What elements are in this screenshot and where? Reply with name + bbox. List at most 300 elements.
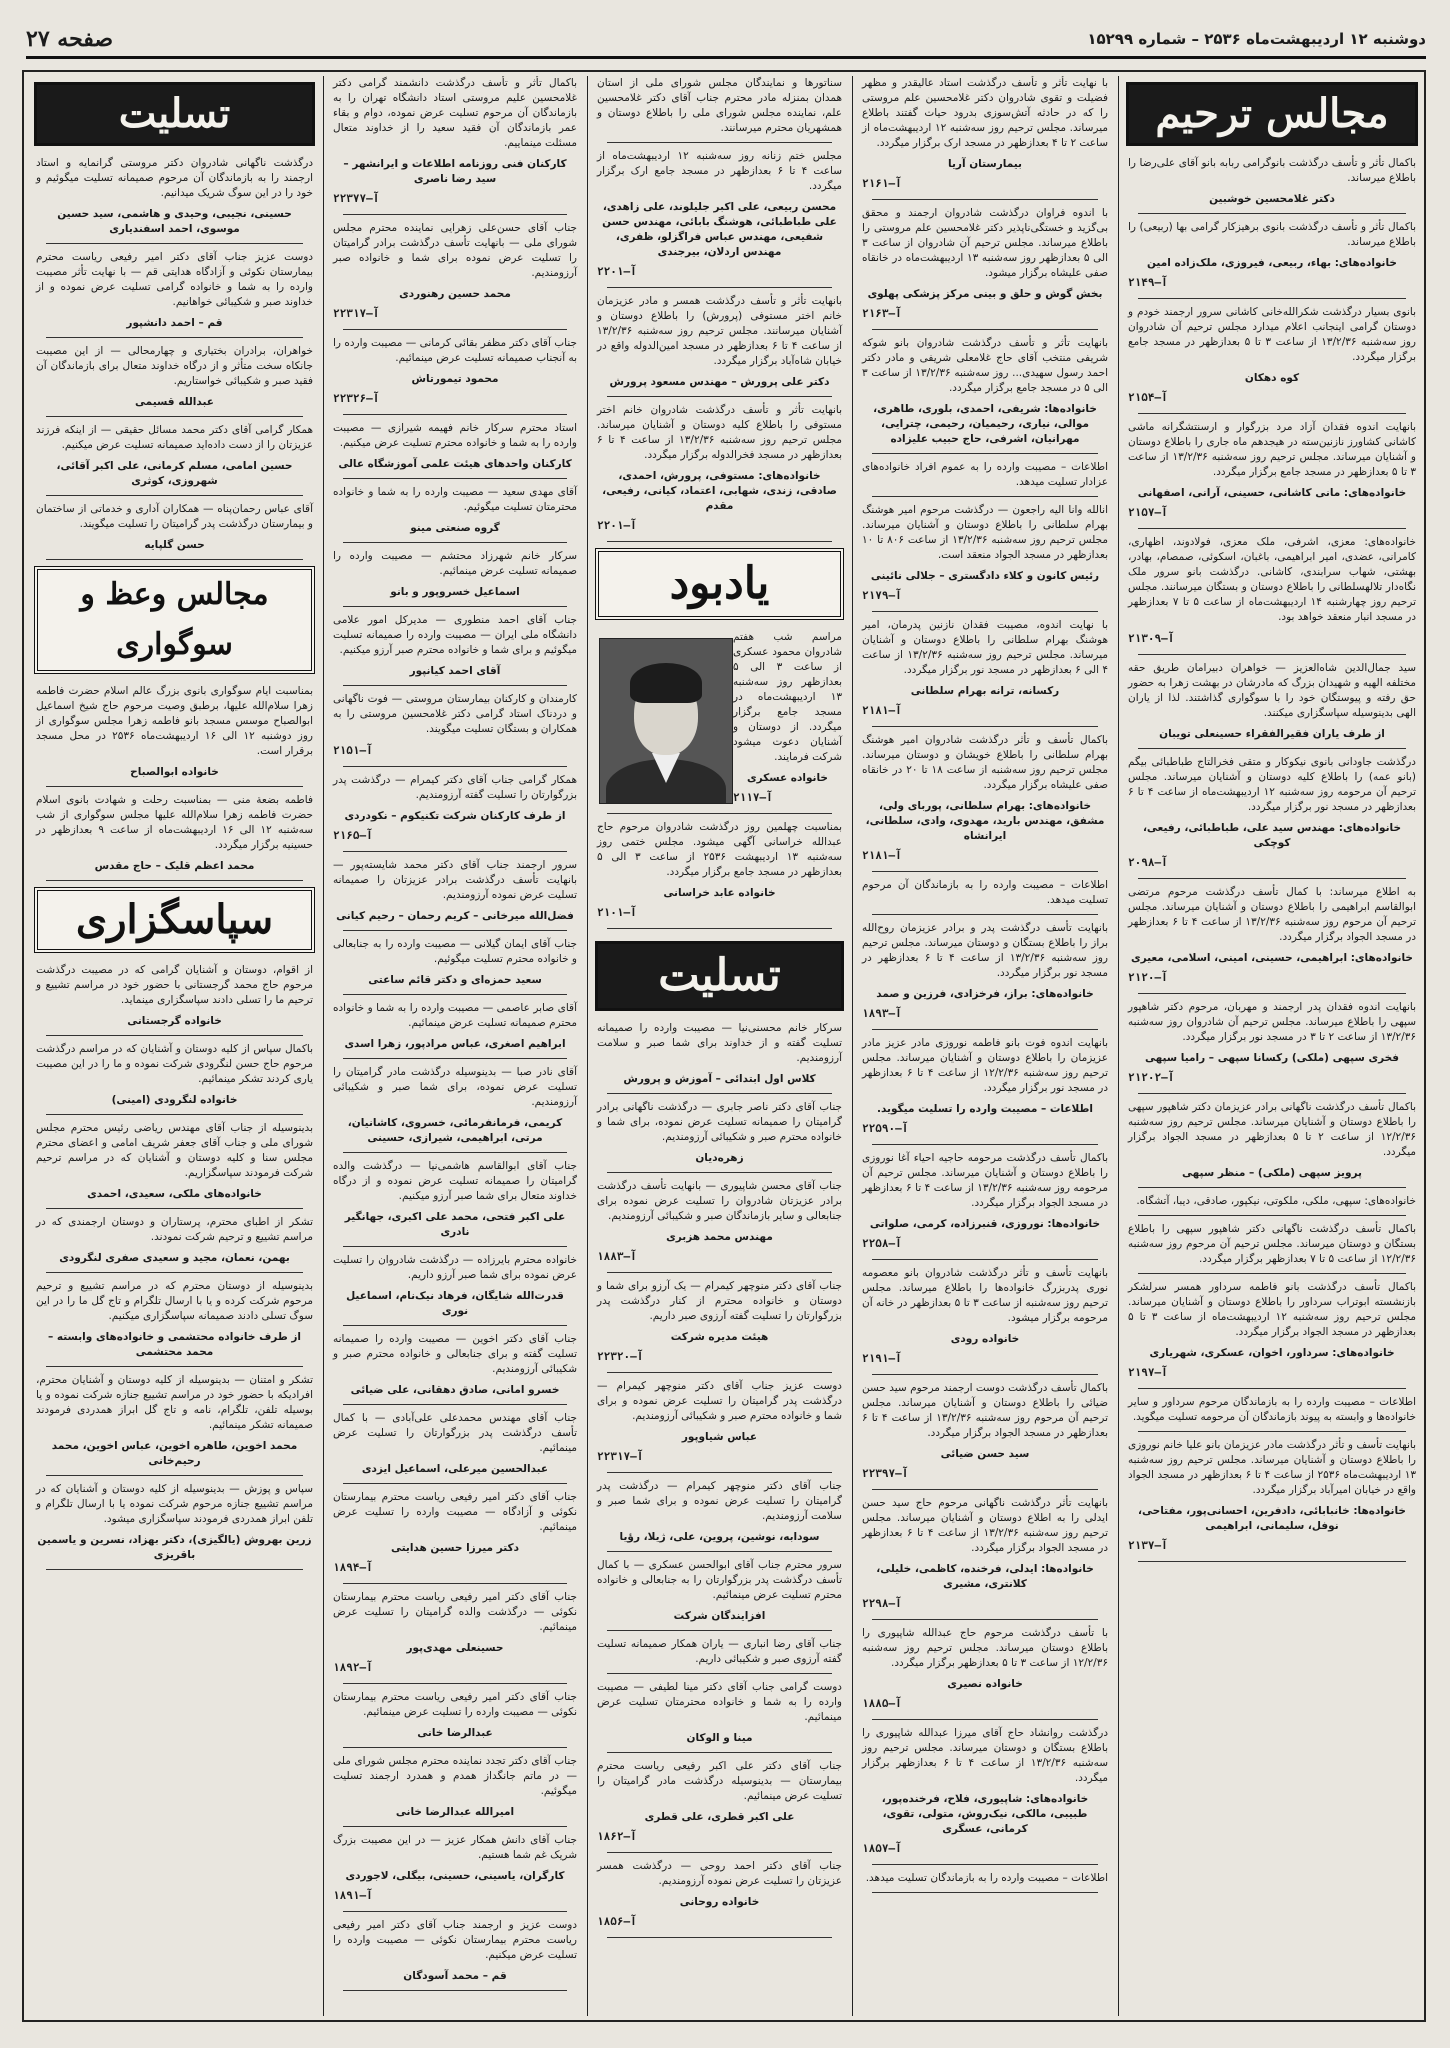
notice-signer: کارکنان فنی روزنامه اطلاعات و ایرانشهر – سید رضا ناصری (343, 158, 567, 185)
notice-divider (46, 1366, 303, 1367)
notice-code: آ–۲۲۳۱۷ (597, 1450, 644, 1463)
notice-text: جناب آقای احمد منطوری — مدیرکل امور علامی دانشگاه ملی ایران — مصیبت وارده را صمیمانه تسلیت میگوئیم و برای شما و خانواده محترم صبر آرزو میکنیم. (333, 614, 577, 656)
notice-code: آ–۲۱۲۰۲ (1128, 1071, 1175, 1084)
notice-text: اطلاعات – مصیبت وارده را به بازماندگان تسلیت میدهد. (865, 1872, 1108, 1884)
notice-signer: خانواده‌های: مهندس سید علی، طباطبائی، رفیعی، کوچکی (1142, 822, 1402, 849)
notice-text: جناب آقای دکتر مظفر بقائی کرمانی — مصیبت وارده را به آنجناب صمیمانه تسلیت عرض مینمائیم. (333, 337, 577, 364)
notice-text: دوست عزیز جناب آقای دکتر امیر رفیعی ریاست محترم بیمارستان نکوئی و آزادگاه هدایتی قم — با نهایت تأثر مصیبت وارده را به شما و خانواده گرامی تسلیت عرض نموده و از خداوند صبر و شکیبائی خواهانیم. (36, 251, 313, 308)
notice-code: آ–۲۱۳۰۹ (1128, 632, 1175, 645)
notice-signer: کارگران، یاسینی، حسینی، بیگلی، لاجوردی (345, 1870, 565, 1882)
notice-text: باکمال تأثر و تأسف درگذشت بانوگرامی ربابه بانو آقای علی‌رضا را باطلاع میرساند. (1128, 157, 1416, 184)
notice-text: جناب آقای دکتر احمد روحی — درگذشت همسر عزیزتان را تسلیت عرض نموده آرزومندیم. (597, 1860, 842, 1887)
notice-code: آ–۲۲۳۲۰ (597, 1350, 644, 1363)
notice-code: آ–۱۸۹۴ (333, 1561, 373, 1574)
notice-signer: خانواده‌های: شاپیوری، فلاح، فرخنده‌پور، طبیبی، مالکی، نیک‌روش، متولی، تقوی، کرمانی، عسگری (881, 1793, 1089, 1835)
notice-code: آ–۲۱۶۳ (862, 307, 902, 320)
notice-divider (1138, 1273, 1406, 1274)
notice-divider (872, 453, 1098, 454)
notice-text: بانهایت تأثر و تأسف درگذشت همسر و مادر عزیزمان خانم اختر مستوفی (پرورش) را باطلاع دوستان و آشنایان میرسانند. مجلس ترحیم روز سه‌شنبه ۱۳/۲/۳۶ از ساعت ۴ تا ۶ بعدازظهر در مسجد امین‌الدوله واقع در خیابان شاه‌آباد برگزار میگردد. (597, 295, 842, 367)
notice-text: باکمال تأسف درگذشت دوست ارجمند مرحوم سید حسن ضیائی را باطلاع دوستان و آشنایان میرساند. مجلس ترحیم آن مرحوم روز سه‌شنبه ۱۳/۲/۳۶ از ساعت ۴ تا ۶ بعدازظهر در مسجد الجواد برگزار میگردد. (862, 1382, 1109, 1439)
notice-divider (343, 1058, 567, 1059)
notice-code: آ–۲۱۵۷ (1128, 506, 1168, 519)
notice-signer: زهره‌دیان (695, 1152, 744, 1164)
notice-divider (343, 1404, 567, 1405)
notice-text: جناب آقای دکتر ناصر جابری — درگذشت ناگهانی برادر گرامیتان را صمیمانه تسلیت عرض نموده، برای شما و خانواده محترم صبر و شکیبائی آرزومندیم. (597, 1101, 842, 1143)
notice-divider (1138, 298, 1406, 299)
notice-text: باکمال تأثر و تأسف درگذشت بانوی برهیزکار گرامی بها (ربیعی) را باطلاع میرساند. (1128, 221, 1416, 248)
notice-code: آ–۲۱۶۵ (333, 829, 373, 842)
notice-text: اطلاعات – مصیبت وارده را به عموم افراد خانواده‌های عزادار تسلیت میدهد. (862, 461, 1108, 488)
notice-signer: خانواده‌ها: خانبابائی، دادفرین، احسانی‌پور، مفتاحی، نوفل، سلیمانی، ابراهیمی (1138, 1505, 1406, 1532)
notice-divider (607, 541, 832, 542)
notice-text: سناتورها و نمایندگان مجلس شورای ملی از استان همدان بمنزله مادر محترم جناب آقای دکتر غلامحسین علم، نماینده مجلس شورای ملی را باطلاع دوستان و همشهریان محترم میرسانند. (597, 77, 842, 134)
notice-signer: محسن ربیعی، علی اکبر جلیلوند، علی زاهدی، علی طباطبائی، هوشنگ بابائی، مهندس حسن شفیعی، مهندس عباس فراگزلو، ظفری، مهندس اردلان، بیرجندی (602, 201, 837, 258)
notice-text: با تأسف درگذشت مرحوم حاج عبدالله شاپیوری را باطلاع دوستان میرساند. مجلس ترحیم روز سه‌شنبه ۱۲/۲/۳۶ از ساعت ۳ تا ۵ بعدازظهر برگزار میگردد. (862, 1627, 1108, 1669)
notice-signer: هیئت مدیره شرکت (670, 1331, 769, 1343)
notice-text: باکمال تأسف درگذشت مرحومه حاجیه احیاء آغا نوروزی را باطلاع دوستان و آشنایان میرساند. مجلس ترحیم آن مرحومه روز سه‌شنبه ۱۳/۲/۳۶ از ساعت ۴ تا ۶ بعدازظهر در مسجد الجواد برگزار میگردد. (862, 1152, 1108, 1209)
memorial-portrait (599, 638, 733, 804)
notice-signer: خانواده گرجستانی (127, 1015, 222, 1027)
notice-text: باکمال تأسف درگذشت بانو فاطمه سرداور همسر سرلشکر بازنشسته ابوتراب سرداور را باطلاع دوستان و آشنایان میرساند. مجلس ترحیم روز سه‌شنبه ۱۲ اردیبهشت‌ماه از ساعت ۳ تا ۵ بعدازظهر در مسجد الجواد برگزار میگردد. (1128, 1281, 1416, 1338)
notice-divider (607, 1551, 832, 1552)
notice-code: آ–۲۲۳۱۷ (333, 307, 380, 320)
notice-signer: دکتر علی پرورش – مهندس مسعود پرورش (609, 376, 830, 388)
notice-signer: سید حسن ضیائی (940, 1448, 1030, 1460)
notice-code: آ–۲۲۳۲۶ (333, 392, 380, 405)
page-number: صفحه ۲۷ (26, 26, 114, 52)
notice-text: خواهران، برادران بختیاری و چهارمحالی — از این مصیبت جانکاه سخت متأثر و از درگاه خداوند متعال برای بازماندگان آن فقید صبر و شکیبائی خواستاریم. (36, 345, 313, 387)
notice-signer: خانواده‌های: براز، فرخزادی، فرزین و صمد (876, 988, 1094, 1000)
notice-divider (872, 1259, 1098, 1260)
notice-divider (343, 930, 567, 931)
notice-divider (343, 606, 567, 607)
notice-signer: سعید حمزه‌ای و دکتر قائم ساعتی (368, 974, 542, 986)
notice-signer: زرین بهروش (یالگیزی)، دکتر بهزاد، نسرین و یاسمین باقریزی (37, 1534, 312, 1561)
notice-text: مجلس ختم زنانه روز سه‌شنبه ۱۲ اردیبهشت‌ماه از ساعت ۴ تا ۶ بعدازظهر در مسجد جامع ارک برگزار میگردد. (597, 150, 842, 192)
notice-signer: حسین امامی، مسلم کرمانی، علی اکبر آقائی، شهروزی، کوثری (56, 460, 293, 487)
notice-text: جناب آقای دکتر امیر رفیعی ریاست محترم بیمارستان نکوئی — درگذشت والده گرامیتان را تسلیت عرض مینمائیم. (333, 1591, 577, 1633)
notice-divider (1138, 1561, 1406, 1562)
notice-signer: اطلاعات – مصیبت وارده را تسلیت میگوید. (876, 1103, 1094, 1115)
notice-text: جناب آقای ایمان گیلانی — مصیبت وارده را به جنابعالی و خانواده محترم تسلیت میگوئیم. (333, 938, 577, 965)
notice-divider (343, 542, 567, 543)
notice-code: آ–۲۱۶۱ (862, 177, 902, 190)
notice-text: تشکر از اطبای محترم، پرستاران و دوستان ارجمندی که در مراسم تشییع و ترحیم شرکت نمودند. (36, 1216, 313, 1243)
notice-list (854, 76, 1116, 1893)
notice-text: آقای نادر صبا — بدینوسیله درگذشت مادر گرامیتان را تسلیت عرض نموده، برای شما صبر و شکیبائی آرزومندیم. (333, 1066, 577, 1108)
column-5 (28, 76, 321, 2016)
notice-signer: حسن گلپایه (144, 539, 205, 551)
notice-text: خانواده محترم بایرزاده — درگذشت شادروان را تسلیت عرض نموده برای شما صبر آرزو داریم. (333, 1254, 577, 1281)
notice-signer: خانواده رودی (950, 1333, 1020, 1345)
notice-signer: خانواده روحانی (679, 1896, 760, 1908)
notice-signer: قم – احمد دانشپور (126, 317, 223, 329)
notice-divider (46, 416, 303, 417)
notice-divider (343, 1246, 567, 1247)
notice-divider (1138, 413, 1406, 414)
notice-code: آ–۲۱۰۱ (597, 906, 637, 919)
notice-text: جناب آقای مهندس محمدعلی علی‌آبادی — با کمال تأسف درگذشت پدر بزرگوارتان را تسلیت عرض مینمائیم. (333, 1412, 577, 1454)
section-heading-tasliyat: تسلیت (34, 82, 315, 146)
notice-signer: از طرف خانواده محتشمی و خانواده‌های وابسته – محمد محتشمی (47, 1331, 302, 1358)
notice-divider (343, 329, 567, 330)
notice-signer: عبدالحسین میرعلی، اسماعیل ایزدی (361, 1463, 549, 1475)
column-rule (587, 76, 588, 2016)
notice-divider (872, 1619, 1098, 1620)
notice-divider (343, 1990, 567, 1991)
notice-code: آ–۲۱۵۱ (333, 744, 373, 757)
notice-code: آ–۱۸۹۲ (333, 1661, 373, 1674)
notice-text: جناب آقای محسن شاپیوری — بانهایت تأسف درگذشت برادر عزیزتان شادروان را تسلیت عرض نموده برای جنابعالی و سایر بازماندگان صبر و شکیبائی آرزومندیم. (597, 1180, 842, 1222)
notice-signer: محمد حسین رهنوردی (399, 288, 511, 300)
notice-divider (872, 871, 1098, 872)
notice-text: فاطمه بضعة منی — بمناسبت رحلت و شهادت بانوی اسلام حضرت فاطمه زهرا سلام‌الله علیها مجلس سوگواری از شب سه‌شنبه ۱۲ الی ۱۶ اردیبهشت‌ماه از ساعت ۹ بعدازظهر در حسینیه برگزار میگردد. (36, 794, 314, 851)
notice-signer: خانواده‌ها: نوروزی، قنبرزاده، کرمی، صلواتی (869, 1218, 1101, 1230)
notice-text: سرکار خانم شهرزاد محتشم — مصیبت وارده را صمیمانه تسلیت عرض مینمائیم. (333, 550, 577, 577)
notice-divider (872, 329, 1098, 330)
notice-text: همکار گرامی جناب آقای دکتر کیمرام — درگذشت پدر بزرگوارتان را تسلیت گفته آرزومندیم. (333, 774, 577, 801)
notice-divider (607, 1937, 832, 1938)
notice-signer: آقای احمد کیانپور (409, 665, 501, 677)
notice-text: اطلاعات – مصیبت وارده را به بازماندگان مرحوم سرداور و سایر خانواده‌ها و وابسته به پیوند بازماندگان آن مرحومه تسلیت میگوید. (1128, 1396, 1416, 1423)
notice-text: جناب آقای دانش همکار عزیز — در این مصیبت بزرگ شریک غم شما هستیم. (333, 1834, 577, 1861)
notice-divider (343, 1325, 567, 1326)
notice-divider (46, 1569, 303, 1570)
notice-text: بمناسبت ایام سوگواری بانوی بزرگ عالم اسلام حضرت فاطمه زهرا سلام‌الله علیها، برطبق وصیت مرحوم حاج شیخ اسماعیل ابوالصباح موسس مسجد بانو فاطمه زهرا مجلس سوگواری از روز دوشنبه ۱۲ الی ۱۶ اردیبهشت‌ماه ۲۵۳۶ در محل مسجد برقرار است. (36, 685, 313, 757)
notice-divider (607, 1752, 832, 1753)
notice-text: با اندوه فراوان درگذشت شادروان ارجمند و محقق بی‌گزید و خستگی‌ناپذیر دکتر غلامحسین علم مروستی را باطلاع میرساند. مجلس ترحیم آن شادروان از ساعت ۳ الی ۵ بعدازظهر روز سه‌شنبه ۱۳ اردیبهشت‌ماه در خانقاه صفی علیشاه برگزار میشود. (862, 207, 1109, 279)
notice-divider (872, 1374, 1098, 1375)
notice-text: بدینوسیله از دوستان محترم که در مراسم تشییع و ترحیم مرحوم شرکت کرده و یا با ارسال تلگرام و تاج گل ما را در این سوگ تسلی دادند صمیمانه سپاسگزاری میکنیم. (36, 1280, 313, 1322)
notice-divider (1138, 993, 1406, 994)
notice-code: آ–۱۸۹۱ (333, 1889, 373, 1902)
page-header (26, 22, 1426, 59)
notice-signer: سودابه، نوشین، پروین، علی، ژیلا، رؤیا (619, 1531, 820, 1543)
notice-text: سرکار خانم محسنی‌نیا — مصیبت وارده را صمیمانه تسلیت گفته و از خداوند برای شما صبر و سلامت آرزومندیم. (597, 1022, 842, 1064)
notice-divider (1138, 1431, 1406, 1432)
notice-divider (1138, 654, 1406, 655)
notice-signer: کوه دهکان (1244, 372, 1300, 384)
notice-divider (872, 914, 1098, 915)
section-heading-majales-vaz: مجالس وعظ و سوگواری (34, 566, 315, 674)
notice-text: بانهایت اندوه فقدان پدر ارجمند و مهربان، مرحوم دکتر شاهپور سپهی را باطلاع میرساند. مجلس ترحیم آن شادروان روز سه‌شنبه ۱۳/۲/۳۶ از ساعت ۲ تا ۳ در مسجد نور برگزار میگردد. (1128, 1001, 1416, 1043)
issue-line: دوشنبه ۱۲ اردیبهشت‌ماه ۲۵۳۶ – شماره ۱۵۲۹۹ (1087, 30, 1426, 48)
notice-signer: ابراهیم اصغری، عباس مرادپور، زهرا اسدی (344, 1038, 566, 1050)
notice-divider (46, 337, 303, 338)
notice-code: آ–۱۸۹۳ (862, 1007, 902, 1020)
notice-text: بانهایت تأثر و تأسف درگذشت شادروان خانم اختر مستوفی را باطلاع کلیه دوستان و آشنایان میرساند. مجلس ترحیم روز سه‌شنبه ۱۳/۲/۳۶ از ساعت ۴ تا ۶ بعدازظهر در مسجد فخرالدوله برگزار میگردد. (597, 404, 842, 461)
notice-text: بانوی بسیار درگذشت شکرالله‌خانی کاشانی سرور ارجمند خودم و دوستان گرامی اینجانب اعلام میدارد مجلس ترحیم آن شادروان روز سه‌شنبه ۱۳/۲/۳۶ از ساعت ۳ تا ۵ بعدازظهر در مسجد جامع برگزار میگردد. (1128, 306, 1416, 363)
notice-signer: بهمن، نعمان، مجید و سعیدی صفری لنگرودی (59, 1252, 290, 1264)
notice-text: همکار گرامی آقای دکتر محمد مسائل حقیقی — از اینکه فرزند عزیزتان را از دست داده‌اید صمیمانه تسلیت عرض میکنیم. (36, 424, 313, 451)
notice-signer: بیمارستان آریا (948, 158, 1022, 170)
notice-text: بدینوسیله از جناب آقای مهندس ریاضی رئیس محترم مجلس شورای ملی و جناب آقای جعفر شریف امامی و اعضای محترم مجلس سنا و کلیه دوستان و آشنایان که در مراسم ترحیم شرکت فرمودند سپاسگزاریم. (36, 1122, 313, 1179)
notice-divider (46, 559, 303, 560)
notice-code: آ–۲۲۰۱ (597, 265, 637, 278)
notice-divider (607, 1372, 832, 1373)
column-rule (852, 76, 853, 2016)
notice-signer: خسرو امانی، صادق دهقانی، علی ضیائی (350, 1384, 560, 1396)
notice-divider (46, 1272, 303, 1273)
notice-code: آ–۲۱۸۱ (862, 704, 902, 717)
notice-text: با نهایت تأثر و تأسف درگذشت استاد عالیقدر و مظهر فضیلت و تقوی شادروان دکتر غلامحسین علم مروستی را که در حادثه آتش‌سوزی بدرود حیات گفتند باطلاع میرساند. مجلس ترحیم روز سه‌شنبه ۱۲ اردیبهشت‌ماه از ساعت ۲ تا ۴ بعدازظهر در مسجد ارک برگزار میگردد. (862, 77, 1109, 149)
notice-signer: علی اکبر قطری، علی قطری (644, 1811, 795, 1823)
notice-signer: خانواده‌های: سرداور، اخوان، عسکری، شهریاری (1149, 1347, 1395, 1359)
notice-divider (46, 1114, 303, 1115)
notice-divider (343, 685, 567, 686)
notice-signer: اسماعیل خسروپور و بانو (390, 586, 520, 598)
notice-divider (1138, 1093, 1406, 1094)
notice-divider (46, 1208, 303, 1209)
notice-divider (46, 880, 303, 881)
notice-signer: محمود تیمورتاش (411, 373, 499, 385)
notice-text: سرور محترم جناب آقای ابوالحسن عسکری — با کمال تأسف درگذشت پدر بزرگوارتان را به جنابعالی و خانواده محترم تسلیت عرض مینمائیم. (597, 1559, 842, 1601)
notice-divider (343, 1826, 567, 1827)
notice-code: آ–۲۱۹۱ (862, 1352, 902, 1365)
notice-text: جناب آقای حسن‌علی زهرایی نماینده محترم مجلس شورای ملی — بانهایت تأسف درگذشت برادر گرامیتان را تسلیت عرض نموده برای شما و خانواده صبر آرزومندیم. (333, 222, 577, 279)
notice-divider (1138, 748, 1406, 749)
notice-text: باکمال سپاس از کلیه دوستان و آشنایان که در مراسم درگذشت مرحوم حاج حسن لنگرودی شرکت نموده و ما را در این مصیبت یاری کردند تشکر مینمائیم. (36, 1043, 313, 1085)
notice-divider (872, 726, 1098, 727)
notice-text: درگذشت جاودانی بانوی نیکوکار و متقی فخرالتاج طباطبائی بیگم (بانو عمه) را باطلاع کلیه دوستان و آشنایان میرساند. مجلس ترحیم آن مرحومه روز سه‌شنبه ۱۲ اردیبهشت‌ماه از ساعت ۴ تا ۶ بعدازظهر در مسجد نور برگزار میگردد. (1128, 756, 1416, 813)
notice-divider (343, 1747, 567, 1748)
notice-text: سید جمال‌الدین شاه‌العزیز — خواهران دبیرامان طریق حقه مختلفه الهیه و شهیدان بزرگ که مادرشان در بهشت زهرا به حضور حق رفته و پیوستگان خود را با سوگواری گذاشتند. لذا از یاران الهی بدینوسیله سپاسگزاری میکنند. (1128, 662, 1416, 719)
notice-divider (343, 414, 567, 415)
notice-divider (607, 1673, 832, 1674)
notice-code: آ–۲۲۰۱ (597, 519, 637, 532)
notice-text: جناب آقای دکتر امیر رفیعی ریاست محترم بیمارستان نکوئی — مصیبت وارده را تسلیت عرض مینمائیم. (333, 1691, 577, 1718)
section-heading-sepasgozari: سپاسگزاری (34, 887, 315, 953)
notice-text: بانهایت تأثر درگذشت ناگهانی مرحوم حاج سید حسن ایدلی را به اطلاع دوستان و آشنایان میرساند. مجلس ترحیم روز سه‌شنبه ۱۳/۲/۳۶ از ساعت ۴ تا ۶ بعدازظهر در مسجد الجواد برگزار میگردد. (862, 1497, 1108, 1554)
notice-signer: خانواده لنگرودی (امینی) (111, 1094, 238, 1106)
notice-divider (343, 214, 567, 215)
notice-code: آ–۲۱۳۷ (1128, 1539, 1168, 1552)
notice-text: بانهایت تأسف و تأثر درگذشت شادروان بانو معصومه نوری پدربزرگ خانواده‌ها را باطلاع میرساند. مجلس ترحیم روز سه‌شنبه از ساعت ۳ تا ۵ بعدازظهر در خانه آن مرحومه برگزار میشود. (862, 1267, 1109, 1324)
notice-signer: علی اکبر فتحی، محمد علی اکبری، جهانگیر نادری (344, 1211, 566, 1238)
notice-signer: حسینعلی مهدی‌پور (406, 1642, 504, 1654)
notice-signer: حسینی، نجیبی، وحیدی و هاشمی، سید حسین موسوی، احمد اسفندیاری (57, 208, 292, 235)
notice-text: دوست گرامی جناب آقای دکتر مینا لطیفی — مصیبت وارده را به شما و خانواده محترمتان تسلیت عرض مینمائیم. (597, 1681, 842, 1723)
section-heading-tasliyat-center: تسلیت (595, 941, 844, 1011)
notice-text: دوست عزیز و ارجمند جناب آقای دکتر امیر رفیعی ریاست محترم بیمارستان نکوئی — مصیبت وارده را تسلیت عرض میکنیم. (333, 1919, 577, 1961)
notice-signer: عبدالله قسیمی (135, 396, 214, 408)
notice-text: بانهایت تأسف و تأثر درگذشت مادر عزیزمان بانو علیا خانم نوروزی را باطلاع دوستان و آشنایان میرساند. مجلس ترحیم روز سه‌شنبه ۱۳ اردیبهشت‌ماه ۲۵۳۶ از ساعت ۴ تا ۶ بعدازظهر در مسجد الجواد واقع در خیابان امیرآباد برگزار میگردد. (1128, 1439, 1416, 1496)
notice-signer: امیرالله عبدالرضا خانی (395, 1806, 515, 1818)
notice-divider (343, 1583, 567, 1584)
notice-divider (1138, 528, 1406, 529)
notice-signer: از طرف یاران فقیرالفقراء حسینعلی تویبان (1159, 728, 1385, 740)
notice-code: آ–۲۲۵۹۰ (862, 1122, 909, 1135)
notice-signer: محمد اخوین، طاهره اخوین، عباس اخوین، محمد رحیم‌خانی (51, 1440, 298, 1467)
notice-divider (1138, 213, 1406, 214)
notice-text: سرور ارجمند جناب آقای دکتر محمد شایسته‌پور — بانهایت تأسف درگذشت برادر عزیزتان را صمیمانه تسلیت عرض نموده آرزومندیم. (333, 859, 577, 901)
notice-divider (343, 1152, 567, 1153)
notice-text: جناب آقای دکتر علی اکبر رفیعی ریاست محترم بیمارستان — بدینوسیله درگذشت مادر گرامیتان را تسلیت عرض مینمائیم. (597, 1760, 842, 1802)
notice-list-top (589, 76, 850, 542)
notice-signer: مینا و الوکان (686, 1732, 753, 1744)
notice-text: تشکر و امتنان — بدینوسیله از کلیه دوستان و آشنایان محترم، افرادیکه با حضور خود در مراسم تشییع جنازه شرکت نموده و یا بوسیله تلفن، تلگرام، نامه و تاج گل ابراز همدردی فرمودند صمیمانه تشکر مینمائیم. (36, 1374, 313, 1431)
notice-text: آقای صابر عاصمی — مصیبت وارده را به شما و خانواده محترم صمیمانه تسلیت عرض مینمائیم. (333, 1002, 577, 1029)
notice-signer: بخش گوش و حلق و بینی مرکز پزشکی پهلوی (867, 288, 1103, 300)
notice-list-bottom (28, 963, 321, 1570)
notice-code: آ–۲۱۱۷ (733, 791, 773, 804)
notice-signer: محمد اعظم قلیک – حاج مقدس (94, 860, 255, 872)
notice-divider (607, 813, 832, 814)
notice-signer: کریمی، فرمانفرمائی، خسروی، کاشانیان، مرتی، ابراهیمی، شیرازی، حسینی (347, 1117, 563, 1144)
notice-text: از اقوام، دوستان و آشنایان گرامی که در مصیبت درگذشت مرحوم حاج محمد گرجستانی با حضور خود در مراسم تشییع و ترحیم ما را تسلی دادند سپاسگزاری مینماید. (36, 964, 313, 1006)
notice-divider (607, 142, 832, 143)
notice-signer: خانواده ابوالصباح (130, 766, 219, 778)
notice-signer: رئیس کانون و کلاء دادگستری – جلالی نائینی (870, 570, 1100, 582)
notice-code: آ–۱۸۵۶ (597, 1915, 637, 1928)
notice-divider (343, 766, 567, 767)
notice-divider (607, 287, 832, 288)
notice-code: آ–۲۰۹۸ (1128, 856, 1168, 869)
notice-code: آ–۲۲۳۷۷ (333, 192, 380, 205)
column-rule (323, 76, 324, 2016)
notice-text: جناب آقای دکتر منوچهر کیمرام — درگذشت پدر گرامیتان را تسلیت عرض نموده و برای شما صبر و سلامت آرزومندیم. (597, 1480, 842, 1522)
notice-signer: فضل‌الله میرخانی – کریم رحمان – رحیم کیانی (336, 910, 574, 922)
notice-divider (607, 928, 832, 929)
notice-code: آ–۲۱۹۷ (1128, 1366, 1168, 1379)
notice-divider (607, 1852, 832, 1853)
notice-signer: رکسانه، ترانه بهرام سلطانی (910, 685, 1060, 697)
notice-divider (607, 1272, 832, 1273)
notice-signer: خانواده‌های: بهرام سلطانی، پوربای ولی، مشفق، مهندس بارید، مهدوی، وادی، سلطانی، ایرانشاه (865, 800, 1105, 842)
notice-divider (872, 1864, 1098, 1865)
notice-code: آ–۲۱۵۴ (1128, 391, 1168, 404)
notice-signer: دکتر غلامحسین خوشبین (1209, 193, 1335, 205)
column-rule (1118, 76, 1119, 2016)
notice-divider (343, 1683, 567, 1684)
notice-divider (1138, 878, 1406, 879)
notice-text: با نهایت اندوه، مصیبت فقدان نازنین پدرمان، امیر هوشنگ بهرام سلطانی را باطلاع دوستان و آشنایان میرساند. مجلس ترحیم روز سه‌شنبه ۱۳/۲/۳۶ از ساعت ۴ الی ۶ بعدازظهر در مسجد نور برگزار میگردد. (862, 619, 1108, 676)
notice-divider (872, 1144, 1098, 1145)
notice-divider (872, 199, 1098, 200)
notice-text: جناب آقای دکتر اخوین — مصیبت وارده را صمیمانه تسلیت گفته و برای جنابعالی و خانواده محترم صبر و شکیبائی آرزومندیم. (333, 1333, 577, 1375)
column-1 (1120, 76, 1424, 2016)
notice-code: آ–۲۱۴۹ (1128, 276, 1168, 289)
notice-code: آ–۱۸۸۳ (597, 1250, 637, 1263)
notice-divider (872, 496, 1098, 497)
notice-text: جناب آقای دکتر تجدد نماینده محترم مجلس شورای ملی — در ماتم جانگداز همدم و همدرد ارجمند تسلیت میگوئیم. (333, 1755, 577, 1797)
notice-list-mid (28, 684, 321, 881)
notice-list (1120, 156, 1424, 1562)
notice-text: باکمال تأسف و تأثر درگذشت شادروان امیر هوشنگ بهرام سلطانی را باطلاع خویشان و دوستان میرساند. مجلس ترحیم روز سه‌شنبه از ساعت ۱۸ تا ۲۰ در خانقاه صفی علیشاه برگزار میگردد. (862, 734, 1109, 791)
notice-signer: مهندس محمد هزبری (666, 1231, 773, 1243)
notice-signer: خانواده‌ها: شریفی، احمدی، بلوری، طاهری، موالی، نیاری، رحیمیان، رحیمی، چترایی، مهرانیان، اشرفی، حاج حبیب علیزاده (873, 403, 1097, 445)
notice-signer: خانواده عابد خراسانی (663, 887, 776, 899)
notice-signer: خانواده‌ها: ایدلی، فرخنده، کاظمی، خلیلی، کلانتری، مشیری (876, 1563, 1094, 1590)
notice-list-bottom (589, 1021, 850, 1938)
notice-signer: دکتر میرزا حسین هدایتی (390, 1542, 520, 1554)
notice-code: آ–۲۱۲۰ (1128, 971, 1168, 984)
notice-divider (872, 1489, 1098, 1490)
notice-text: درگذشت ناگهانی شادروان دکتر مروستی گرانمایه و استاد ارجمند را به بازماندگان آن مرحوم صمیمانه تسلیت میگوئیم و خود را در این سوگ شریک میدانیم. (36, 157, 313, 199)
notice-divider (1138, 1388, 1406, 1389)
notice-signer: خانواده‌های: بهاء، ربیعی، فیروزی، ملک‌زاده امین (1146, 257, 1397, 269)
notice-signer: کلاس اول ابتدائی – آموزش و پرورش (623, 1073, 816, 1085)
notice-divider (343, 851, 567, 852)
notice-divider (46, 786, 303, 787)
notice-text: آقای مهدی سعید — مصیبت وارده را به شما و خانواده محترمتان تسلیت میگوئیم. (333, 486, 577, 513)
notice-signer: خانواده‌های: مانی کاشانی، حسینی، آرانی، اصفهانی (1137, 487, 1407, 499)
notice-text: انالله وانا الیه راجعون — درگذشت مرحوم امیر هوشنگ بهرام سلطانی را باطلاع دوستان و آشنایان میرساند. مجلس ترحیم روز سه‌شنبه ۱۳/۲/۳۶ از ساعت ۸۰۶ تا ۱۰ بعدازظهر در مسجد الجواد منعقد است. (862, 504, 1109, 561)
notice-divider (46, 1035, 303, 1036)
notice-divider (872, 1029, 1098, 1030)
notice-signer: از طرف کارکنان شرکت تکنیکوم – نکودردی (344, 810, 566, 822)
notice-divider (607, 1472, 832, 1473)
notice-signer: خانواده‌های: مستوفی، پرورش، احمدی، صادقی، زندی، شهابی، اعتماد، کیانی، رفیعی، مقدم (602, 470, 837, 512)
notice-text: جناب آقای دکتر امیر رفیعی ریاست محترم بیمارستان نکوئی و آزادگاه — مصیبت وارده را تسلیت عرض مینمائیم. (333, 1491, 577, 1533)
notice-signer: خانواده نصیری (947, 1678, 1023, 1690)
notice-divider (1138, 1187, 1406, 1188)
notice-divider (343, 478, 567, 479)
notice-divider (343, 994, 567, 995)
notice-code: آ–۲۱۸۱ (862, 849, 902, 862)
notice-list (325, 76, 585, 1991)
notice-text: خانواده‌های: معزی، اشرفی، ملک معزی، فولادوند، اظهاری، کامرانی، عضدی، امیر ابراهیمی، باغبان، اسکوئی، صمصام، بهادر، بهشتی، شهاب سرابندی، کاشانی. درگذشت بانو سرور ملک نگاه‌دار تلالهسلطانی را باطلاع دوستان و بستگان میرسانند. مجلس ترحیم روز چهارشنبه ۱۴ اردیبهشت‌ماه از ساعت ۵ تا ۷ بعدازظهر در مسجد انبار منعقد خواهد بود. (1128, 536, 1417, 623)
notice-text: استاد محترم سرکار خانم فهیمه شیرازی — مصیبت وارده را به شما و خانواده محترم تسلیت عرض میکنیم. (333, 422, 577, 449)
notice-text: دوست عزیز جناب آقای دکتر منوچهر کیمرام — درگذشت پدر گرامیتان را تسلیت عرض نموده و برای شما و خانواده محترم صبر و شکیبائی آرزومندیم. (597, 1380, 842, 1422)
notice-text: اطلاعات – مصیبت وارده را به بازماندگان آن مرحوم تسلیت میدهد. (862, 879, 1108, 906)
notice-text: به اطلاع میرساند: با کمال تأسف درگذشت مرحوم مرتضی ابوالقاسم ابراهیمی را باطلاع دوستان و آشنایان میرساند. مجلس ترحیم آن مرحوم روز سه‌شنبه ۱۳/۲/۳۶ از ساعت ۴ تا ۶ بعدازظهر در مسجد الجواد برگزار میگردد. (1128, 886, 1417, 943)
notice-text: آقای عباس رحمان‌پناه — همکاران آداری و خدماتی از ساختمان و بیمارستان درگذشت پدر گرامیتان را تسلیت میگویند. (36, 503, 313, 530)
notice-list-top (28, 156, 321, 560)
notice-signer: خانواده‌های ملکی، سعیدی، احمدی (87, 1188, 262, 1200)
notice-signer: خانواده عسکری (747, 772, 828, 784)
notice-divider (1138, 1215, 1406, 1216)
notice-signer: فخری سپهی (ملکی) رکسانا سپهی – رامیا سپهی (1144, 1052, 1400, 1064)
notice-signer: خانواده‌های: ابراهیمی، حسینی، امینی، اسلامی، معیری (1130, 952, 1414, 964)
notice-text: جناب آقای ابوالقاسم هاشمی‌نیا — درگذشت والده گرامیتان را صمیمانه تسلیت عرض نموده و از درگاه خداوند متعال برای شما صبر آرزو میکنیم. (333, 1160, 577, 1202)
notice-divider (343, 1483, 567, 1484)
section-heading-majales-tarhim: مجالس ترحیم (1126, 82, 1418, 146)
notice-text: جناب آقای رضا انباری — یاران همکار صمیمانه تسلیت گفته آرزوی صبر و شکیبائی داریم. (597, 1638, 842, 1665)
notice-divider (607, 396, 832, 397)
notice-divider (872, 1719, 1098, 1720)
notice-divider (46, 495, 303, 496)
notice-text: خانواده‌های: سپهی، ملکی، ملکوتی، نیکپور، صادقی، دیبا، آتشگاه. (1136, 1195, 1416, 1207)
notice-divider (872, 1892, 1098, 1893)
notice-text: درگذشت روانشاد حاج آقای میرزا عبدالله شاپیوری را باطلاع بستگان و دوستان میرساند. مجلس ترحیم روز سه‌شنبه ۱۳/۲/۳۶ از ساعت ۴ تا ۶ بعدازظهر برگزار میگردد. (862, 1727, 1108, 1784)
notice-divider (343, 1911, 567, 1912)
notice-divider (46, 1475, 303, 1476)
notice-signer: قم – محمد آسودگان (403, 1970, 507, 1982)
notice-text: بمناسبت چهلمین روز درگذشت شادروان مرحوم حاج عبدالله خراسانی آگهی میشود. مجلس ختمی روز سه‌شنبه ۱۳ اردیبهشت ۲۵۳۶ از ساعت ۳ الی ۵ بعدازظهر در مسجد جامع برگزار میگردد. (597, 821, 843, 878)
notice-text: مراسم شب هفتم شادروان محمود عسکری از ساعت ۳ الی ۵ بعدازظهر روز سه‌شنبه ۱۳ اردیبهشت‌ماه در مسجد جامع برگزار میگردد. از دوستان و آشنایان دعوت میشود شرکت فرمایند. (733, 631, 842, 763)
notice-code: آ–۱۸۵۷ (862, 1842, 902, 1855)
notice-signer: کارکنان واحدهای هیئت علمی آموزشگاه عالی (338, 458, 572, 470)
notice-code: آ–۲۲۵۸ (862, 1237, 902, 1250)
notice-divider (607, 1093, 832, 1094)
notice-divider (607, 1630, 832, 1631)
notice-text: بانهایت اندوه فوت بانو فاطمه نوروزی مادر عزیز مادر عزیزمان را باطلاع دوستان و آشنایان میرساند. مجلس ترحیم روز سه‌شنبه ۱۲/۲/۳۶ از ساعت ۴ تا ۶ بعدازظهر در مسجد نور برگزار میگردد. (862, 1037, 1108, 1094)
notice-text: باکمال تأسف درگذشت ناگهانی برادر عزیزمان دکتر شاهپور سپهی را باطلاع دوستان و آشنایان میرساند. مجلس ترحیم روز سه‌شنبه ۱۲/۲/۳۶ از ساعت ۲ تا ۵ بعدازظهر در مسجد الجواد برگزار میگردد. (1128, 1101, 1416, 1158)
column-3 (589, 76, 850, 2016)
column-4 (325, 76, 585, 2016)
notice-text: بانهایت اندوه فقدان آزاد مرد بزرگوار و ارسنتشگرانه ماشی کاشانی کشاورز نازنین‌سته در هیجدهم ماه جاری را باطلاع دوستان و آشنایان میرساند. مجلس ترحیم روز سه‌شنبه ۱۳/۲/۳۶ از ساعت ۳ تا ۵ بعدازظهر در مسجد جامع برگزار میگردد. (1128, 421, 1416, 478)
notice-text: بانهایت تأثر و تأسف درگذشت شادروان بانو شوکه شریفی منتخب آقای حاج غلامعلی شریفی و مادر دکتر احمد رسول سهیدی... روز سه‌شنبه ۱۳/۲/۳۶ از ساعت ۳ الی ۵ در مسجد جامع برگزار میگردد. (862, 337, 1108, 394)
notice-code: آ–۲۲۹۸ (862, 1597, 902, 1610)
notice-text: جناب آقای دکتر منوچهر کیمرام — یک آرزو برای شما و دوستان و خانواده محترم از کنار درگذشت پدر بزرگوارتان را تسلیت گفته آرزوی صبر داریم. (597, 1280, 842, 1322)
notice-divider (46, 243, 303, 244)
notice-text: سپاس و پوزش — بدینوسیله از کلیه دوستان و آشنایان که در مراسم تشییع جنازه مرحوم شرکت نموده یا با ارسال تلگرام و تلفن ابراز همدردی فرمودند سپاسگزاری میشود. (36, 1483, 313, 1525)
notice-divider (607, 1172, 832, 1173)
notice-code: آ–۲۱۷۹ (862, 589, 902, 602)
notice-signer: پرویز سپهی (ملکی) – منظر سپهی (1182, 1167, 1362, 1179)
notice-text: باکمال تأسف درگذشت ناگهانی دکتر شاهپور سپهی را باطلاع بستگان و دوستان میرساند. مجلس ترحیم آن مرحوم روز سه‌شنبه ۱۲/۲/۳۶ از ساعت ۵ تا ۷ بعدازظهر برگزار میگردد. (1128, 1223, 1416, 1265)
